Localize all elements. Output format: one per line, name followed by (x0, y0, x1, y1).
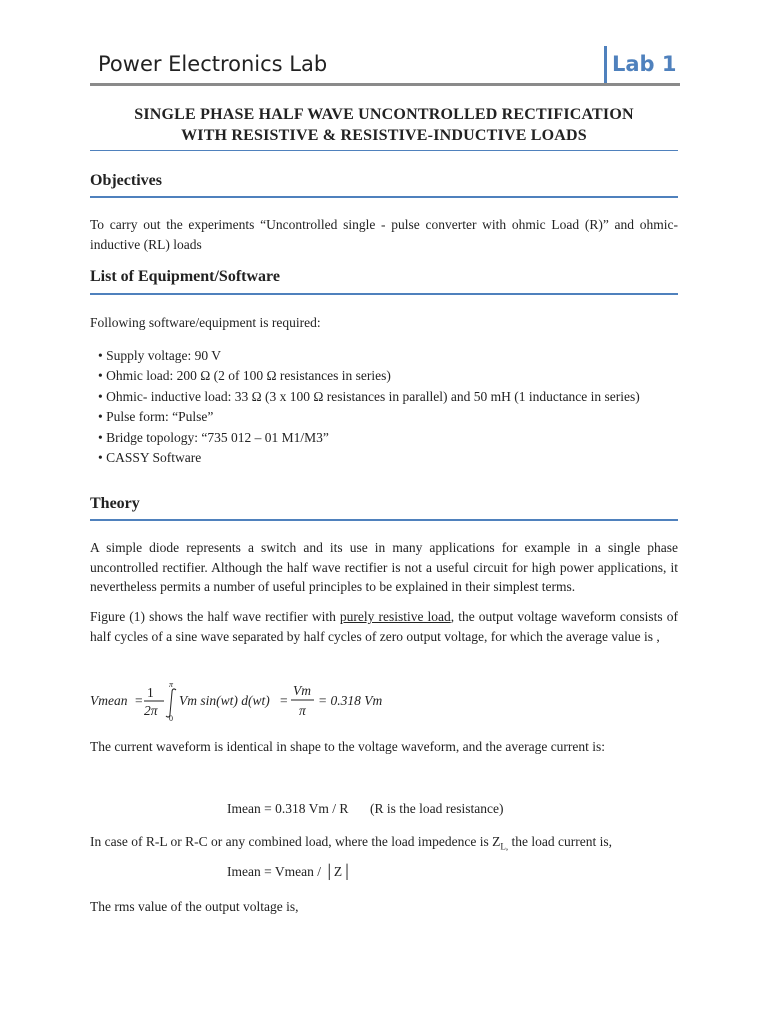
list-item: • Ohmic- inductive load: 33 Ω (3 x 100 Ω resistances in parallel) and 50 mH (1 inductance in series) (98, 387, 640, 407)
page-header (90, 44, 680, 86)
formula-fraction-denominator: 2π (144, 703, 158, 718)
formula-lhs: Vmean (90, 693, 128, 708)
theory-paragraph-2 (90, 607, 678, 646)
rms-text: The rms value of the output voltage is, (90, 899, 299, 914)
imean-note: (R is the load resistance) (370, 801, 504, 816)
integral-upper-limit: π (169, 680, 174, 689)
combined-load-text (90, 832, 678, 857)
objectives-heading: Objectives (90, 172, 162, 189)
title-rule (90, 150, 678, 151)
document-title (90, 104, 678, 146)
imean-equation: Imean = 0.318 Vm / R (227, 801, 349, 816)
equipment-intro: Following software/equipment is required: (90, 315, 321, 330)
header-divider (604, 46, 607, 83)
header-rule (90, 83, 680, 86)
current-waveform-text: The current waveform is identical in shape to the voltage waveform, and the average current is: (90, 739, 606, 754)
list-item: • Ohmic load: 200 Ω (2 of 100 Ω resistances in series) (98, 366, 640, 386)
equipment-heading: List of Equipment/Software (90, 268, 280, 285)
purely-resistive-load-underline: purely resistive load (339, 609, 451, 624)
equipment-list (98, 346, 640, 468)
paragraph-text: In case of R-L or R-C or any combined load, where the load impedence is Z (90, 834, 501, 849)
formula-equals-2: = (280, 693, 288, 708)
paragraph-text: Figure (1) shows the half wave rectifier with (90, 609, 340, 624)
vmean-formula (90, 680, 490, 724)
formula-denominator-2: π (299, 703, 306, 718)
formula-result: = 0.318 Vm (318, 693, 383, 708)
equipment-rule (90, 293, 678, 295)
imean-impedance-equation: Imean = Vmean / │Z│ (227, 864, 352, 879)
formula-integrand: Vm sin(wt) d(wt) (179, 693, 270, 708)
objectives-text: To carry out the experiments “Uncontrolled single - pulse converter with ohmic Load (R)” and ohmic-inductive (RL) loads (90, 217, 678, 252)
theory-paragraph-1: A simple diode represents a switch and its use in many applications for example in a single phase uncontrolled rectifier. Although the half wave rectifier is not a useful circuit for high power applications, it nevertheless permits a number of useful principles to be explained in their simplest terms. (90, 540, 678, 594)
paragraph-text: , the output voltage waveform consists of half cycles of a sine wave separated by half cycles of zero output voltage, for which the average value is , (90, 609, 678, 644)
integral-sign-icon (166, 689, 176, 717)
objectives-rule (90, 196, 678, 198)
header-title: Power Electronics Lab (98, 52, 328, 76)
list-item: • Supply voltage: 90 V (98, 346, 640, 366)
document-title-line-2: WITH RESISTIVE & RESISTIVE-INDUCTIVE LOADS (181, 127, 587, 144)
document-title-line-1: SINGLE PHASE HALF WAVE UNCONTROLLED RECTIFICATION (134, 106, 634, 123)
list-item: • Pulse form: “Pulse” (98, 407, 640, 427)
paragraph-text: the load current is, (508, 834, 612, 849)
theory-rule (90, 519, 678, 521)
formula-fraction-numerator: 1 (147, 685, 154, 700)
impedance-subscript: L, (500, 841, 509, 852)
list-item: • Bridge topology: “735 012 – 01 M1/M3” (98, 428, 640, 448)
integral-lower-limit: 0 (169, 714, 173, 723)
formula-numerator-2: Vm (293, 683, 311, 698)
theory-heading: Theory (90, 495, 140, 512)
list-item: • CASSY Software (98, 448, 640, 468)
formula-equals: = (135, 693, 143, 708)
header-lab-number: Lab 1 (612, 52, 677, 76)
